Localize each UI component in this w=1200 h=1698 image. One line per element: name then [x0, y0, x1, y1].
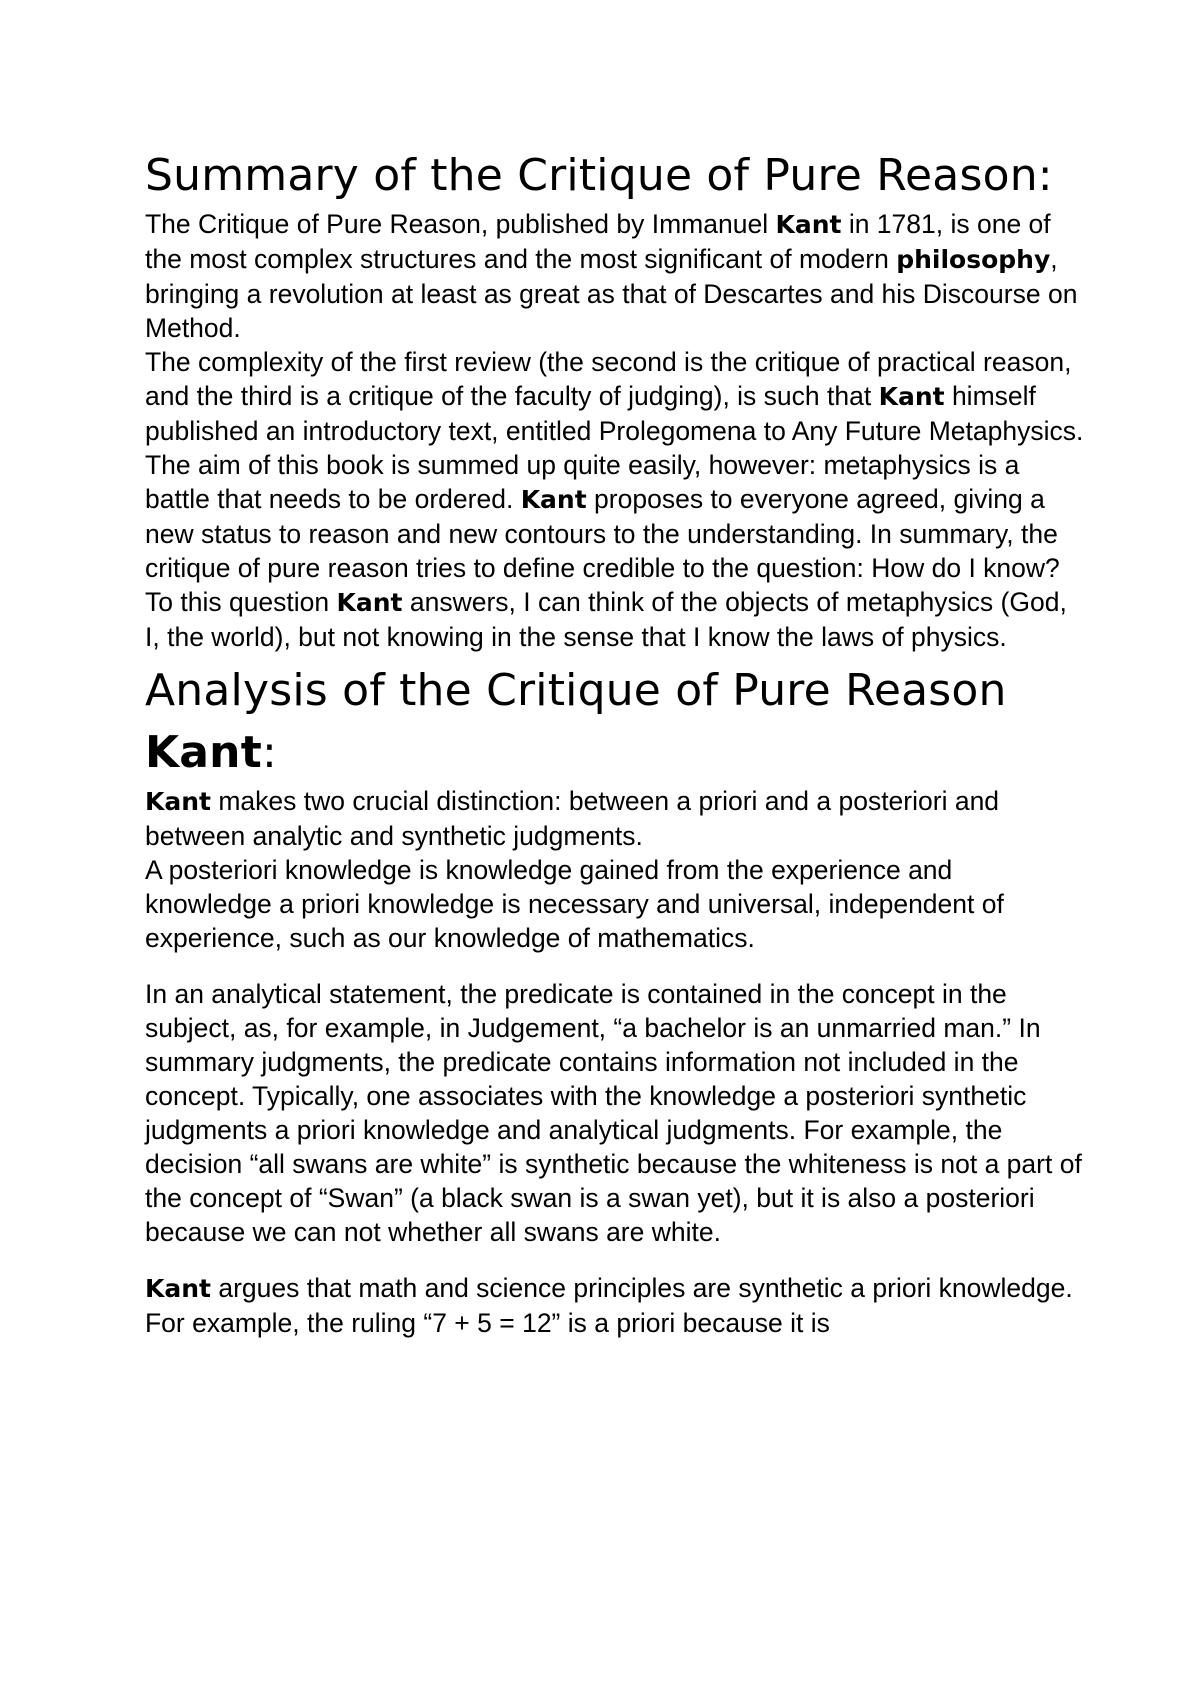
- text-run: The Critique of Pure Reason, published by Immanuel: [145, 209, 776, 239]
- bold-term: philosophy: [896, 245, 1051, 274]
- text-run: answers, I can think of the objects of metaphysics (God, I, the world), but not knowing in the sense that I know the laws of physics.: [145, 587, 1067, 652]
- heading-text: :: [261, 727, 277, 778]
- paragraph: A posteriori knowledge is knowledge gained from the experience and knowledge a priori knowledge is necessary and universal, independent of experience, such as our knowledge of mathematics.: [145, 855, 1004, 953]
- paragraph: [145, 1271, 1085, 1340]
- bold-term: Kant: [336, 588, 403, 617]
- paragraph: [145, 207, 1085, 345]
- paragraph: [145, 448, 1085, 654]
- heading-bold-term: Kant: [145, 727, 262, 778]
- paragraph: [145, 345, 1085, 448]
- bold-term: Kant: [878, 382, 945, 411]
- section-heading-analysis: [145, 660, 1085, 784]
- paragraph-gap: [145, 955, 1085, 977]
- text-run: himself published an introductory text, entitled Prolegomena to Any Future Metaphysics.: [145, 381, 1084, 446]
- text-run: The complexity of the first review (the second is the critique of practical reason, and the third is a critique of the faculty of judging), is such that: [145, 347, 1072, 411]
- text-run: in 1781, is one of the most complex structures and the most significant of modern: [145, 209, 1051, 274]
- text-run: argues that math and science principles are synthetic a priori knowledge. For example, the ruling “7 + 5 = 12” is a priori because it is: [145, 1273, 1073, 1338]
- text-run: proposes to everyone agreed, giving a new status to reason and new contours to the understanding. In summary, the critique of pure reason tries to define credible to the question: How do I know? To this question: [145, 484, 1060, 617]
- text-run: The aim of this book is summed up quite easily, however: metaphysics is a battle that needs to be ordered.: [145, 450, 1020, 514]
- paragraph-gap: [145, 1249, 1085, 1271]
- bold-term: Kant: [145, 787, 211, 816]
- paragraph: [145, 784, 1085, 853]
- section-heading-summary: Summary of the Critique of Pure Reason:: [145, 150, 1053, 201]
- text-run: makes two crucial distinction: between a priori and a posteriori and between analytic and synthetic judgments.: [145, 786, 1000, 851]
- bold-term: Kant: [775, 210, 842, 239]
- bold-term: Kant: [145, 1274, 211, 1303]
- document-page: [145, 145, 1085, 1340]
- heading-text: Analysis of the Critique of Pure Reason: [145, 665, 1007, 716]
- paragraph: In an analytical statement, the predicate is contained in the concept in the subject, as, for example, in Judgement, “a bachelor is an unmarried man.” In summary judgments, the predicate contains information not included in the concept. Typically, one associates with the knowledge a posteriori synthetic judgments a priori knowledge and analytical judgments. For example, the decision “all swans are white” is synthetic because the whiteness is not a part of the concept of “Swan” (a black swan is a swan yet), but it is also a posteriori because we can not whether all swans are white.: [145, 979, 1082, 1247]
- bold-term: Kant: [520, 485, 587, 514]
- text-run: , bringing a revolution at least as great as that of Descartes and his Discourse on Method.: [145, 244, 1078, 343]
